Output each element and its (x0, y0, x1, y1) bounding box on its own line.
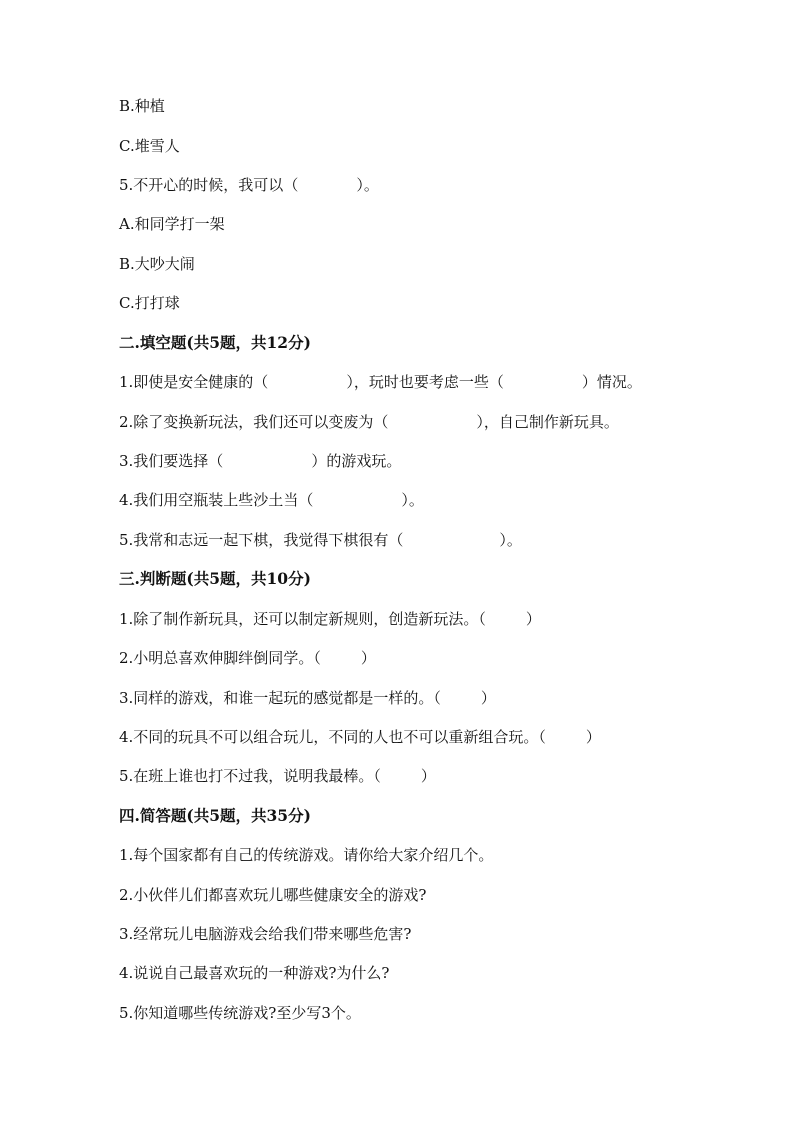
question-text: 5.不开心的时候，我可以（ (119, 176, 299, 194)
fill-q2 (119, 410, 619, 434)
judge-q4 (119, 725, 601, 749)
judge-q2 (119, 646, 376, 670)
question-text: ），自己制作新玩具。 (476, 413, 619, 431)
fill-q1 (119, 370, 642, 394)
close-paren: ） (525, 610, 541, 628)
question-text: 4.说说自己最喜欢玩的一种游戏?为什么? (119, 964, 390, 982)
heading-text: 三.判断题(共5题，共10分) (119, 569, 311, 588)
judge-q3 (119, 686, 496, 710)
section-heading-short-answer (119, 804, 311, 828)
section-heading-true-false (119, 567, 311, 591)
option-text: A.和同学打一架 (119, 215, 225, 233)
choice-q5-option-c (119, 291, 180, 315)
question-text: 4.不同的玩具不可以组合玩儿，不同的人也不可以重新组合玩。（ (119, 728, 546, 746)
choice-q5-stem (119, 173, 379, 197)
fill-q5 (119, 528, 522, 552)
question-text: 3.经常玩儿电脑游戏会给我们带来哪些危害? (119, 925, 412, 943)
close-paren: ） (420, 767, 436, 785)
question-text: 4.我们用空瓶装上些沙土当（ (119, 491, 314, 509)
fill-q3 (119, 449, 401, 473)
close-paren: ） (585, 728, 601, 746)
section-heading-fill-in (119, 331, 311, 355)
question-text: 2.小伙伴儿们都喜欢玩儿哪些健康安全的游戏? (119, 886, 427, 904)
judge-q1 (119, 607, 541, 631)
question-text: ）。 (401, 491, 424, 509)
short-q3 (119, 922, 411, 946)
question-text: ）情况。 (581, 373, 642, 391)
question-text: 1.每个国家都有自己的传统游戏。请你给大家介绍几个。 (119, 846, 494, 864)
question-text: 5.在班上谁也打不过我，说明我最棒。（ (119, 767, 381, 785)
option-text: C.打打球 (119, 294, 180, 312)
judge-q5 (119, 764, 436, 788)
question-text: ），玩时也要考虑一些（ (346, 373, 504, 391)
choice-q4-option-b (119, 94, 165, 118)
close-paren: ） (480, 689, 496, 707)
question-text: 1.除了制作新玩具，还可以制定新规则，创造新玩法。（ (119, 610, 486, 628)
short-q5 (119, 1001, 361, 1025)
short-q2 (119, 883, 426, 907)
short-q4 (119, 961, 389, 985)
choice-q5-option-b (119, 252, 195, 276)
question-text: 5.我常和志远一起下棋，我觉得下棋很有（ (119, 531, 404, 549)
option-text: B.种植 (119, 97, 165, 115)
close-paren: ） (360, 649, 376, 667)
question-text: ）。 (356, 176, 379, 194)
question-text: 3.同样的游戏，和谁一起玩的感觉都是一样的。（ (119, 689, 441, 707)
choice-q4-option-c (119, 134, 180, 158)
short-q1 (119, 843, 493, 867)
option-text: B.大吵大闹 (119, 255, 195, 273)
question-text: ）的游戏玩。 (311, 452, 402, 470)
question-text: 2.小明总喜欢伸脚绊倒同学。（ (119, 649, 321, 667)
question-text: ）。 (499, 531, 522, 549)
heading-text: 二.填空题(共5题，共12分) (119, 333, 311, 352)
heading-text: 四.简答题(共5题，共35分) (119, 806, 311, 825)
question-text: 1.即使是安全健康的（ (119, 373, 269, 391)
choice-q5-option-a (119, 212, 225, 236)
option-text: C.堆雪人 (119, 137, 180, 155)
question-text: 5.你知道哪些传统游戏?至少写3个。 (119, 1004, 361, 1022)
question-text: 2.除了变换新玩法，我们还可以变废为（ (119, 413, 389, 431)
question-text: 3.我们要选择（ (119, 452, 224, 470)
fill-q4 (119, 488, 424, 512)
